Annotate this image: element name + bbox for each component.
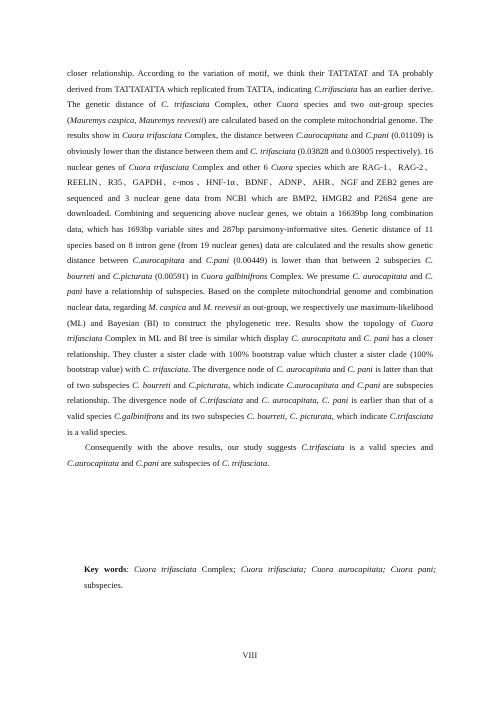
text-run: and <box>347 130 366 141</box>
text-run: is latter than that of two subspecies <box>67 364 433 390</box>
text-run: Complex, other <box>209 99 277 110</box>
abstract-body <box>67 66 433 471</box>
italic-text: C.aurocapitata <box>295 130 348 141</box>
text-run: are subspecies of <box>158 457 222 468</box>
text-run: and its two subspecies <box>163 411 247 422</box>
italic-text: Cuora trifasciata <box>134 564 197 574</box>
italic-text: C.aurocapitata <box>132 255 185 266</box>
italic-text: C.pani <box>365 130 389 141</box>
text-run: . <box>267 457 270 468</box>
italic-text: C. aurocapitata, C. pani <box>261 395 349 406</box>
italic-text: C.picturata <box>188 379 228 390</box>
italic-text: C. trifasciata <box>250 145 296 156</box>
text-run: species and two out-group species ( <box>67 99 433 125</box>
text-run: ) are calculated based on the complete mitochondrial genome. The results show in <box>67 114 433 141</box>
italic-text: Cuora <box>276 99 299 110</box>
text-run: and <box>345 333 364 344</box>
text-run: has a closer relationship. They cluster a sister clade with 100% bootstrap value which cluster a sister clade (100% bootstrap value) with <box>67 333 433 375</box>
text-run: closer relationship. According to the variation of motif, we think their TATTATAT and TA probably derived from TATTATATTA which replicated from TATTA, indicating <box>67 68 433 94</box>
text-run: is a valid species. <box>67 426 128 437</box>
text-run: is a valid species and <box>344 442 433 453</box>
italic-text: C. aurocapitata <box>276 364 331 375</box>
italic-text: M. reevesii <box>202 301 241 312</box>
page-number: VIII <box>242 651 258 660</box>
italic-text: C. bourreti <box>67 255 433 281</box>
italic-text: C.trifasciata <box>389 411 434 422</box>
text-run: , which indicate <box>227 379 287 390</box>
italic-text: Mauremys caspica, Mauremys reevesii <box>69 114 204 125</box>
italic-text: Cuora trifasciata; Cuora aurocapitata; Cuora pani; <box>240 564 436 574</box>
text-run: is earlier than that of a valid species <box>67 395 433 422</box>
text-run: and <box>186 301 203 312</box>
italic-text: C.trifasciata <box>199 395 243 406</box>
text-run: have a relationship of subspecies. Based on the complete mitochondrial genome and combination nuclear data, regarding <box>67 286 433 312</box>
italic-text: C. aurocapitata <box>352 270 408 281</box>
italic-text: Cuora galbinifrons <box>200 270 268 281</box>
italic-text: C.picturata <box>112 270 153 281</box>
text-run: and <box>184 255 206 266</box>
italic-text: C. trifasciata <box>161 99 210 110</box>
text-run: as out-group, we respectively use maximum-likelihood (ML) and Bayesian (BI) to construct the phylogenetic tree. Results show the topology of <box>67 301 433 328</box>
text-run: (0.00591) in <box>152 270 201 281</box>
italic-text: C. aurocapitata <box>291 333 346 344</box>
text-run: and <box>330 364 348 375</box>
text-run: and <box>170 379 189 390</box>
text-run: Consequently with the above results, our study suggests <box>85 442 302 453</box>
text-run: Complex in ML and BI tree is similar which display <box>102 333 292 344</box>
text-run: Complex and other 6 <box>189 161 271 172</box>
text-run: . The divergence node of <box>188 364 277 375</box>
text-run: (0.03828 and 0.03005 respectively). 16 nuclear genes of <box>67 145 434 172</box>
keywords-block <box>84 562 436 593</box>
keywords-separator: : <box>126 564 135 574</box>
text-run: subspecies. <box>84 579 123 590</box>
text-run: Complex, the distance between <box>181 130 296 141</box>
text-run: (0.00449) is lower than that between 2 subspecies <box>229 255 426 266</box>
text-run: and <box>243 395 262 406</box>
text-run: and <box>407 270 426 281</box>
italic-text: C.galbinifrons <box>114 411 164 422</box>
text-run: and <box>94 270 113 281</box>
italic-text: Cuora trifasciata <box>122 130 182 141</box>
keywords-label: Key words <box>84 564 127 574</box>
text-run: Complex. We presume <box>267 270 353 281</box>
italic-text: C.trifasciata <box>301 442 345 453</box>
italic-text: C. pani <box>363 333 390 344</box>
italic-text: C.pani <box>205 255 230 266</box>
italic-text: Cuora <box>270 161 293 172</box>
italic-text: M. caspica <box>148 301 187 312</box>
text-run: are subspecies relationship. The divergence node of <box>67 379 434 406</box>
italic-text: C. bourreti, C. picturata <box>246 411 332 422</box>
italic-text: C. trifasciata <box>221 457 268 468</box>
italic-text: C.pani <box>135 457 159 468</box>
abstract-paragraph-2 <box>67 440 433 471</box>
italic-text: C. pani <box>347 364 373 375</box>
text-run: , which indicate <box>331 411 390 422</box>
text-run: Complex; <box>196 564 241 574</box>
italic-text: C.aurocapitata and C.pani <box>286 379 381 390</box>
italic-text: Cuora trifasciata <box>128 161 190 172</box>
abstract-paragraph-1 <box>67 66 433 440</box>
text-run: species which are RAG-1、RAG-2、REELIN、R35、GAPDH、c-mos 、HNF-1α、BDNF、ADNP、AHR、NGF and ZEB2 genes are sequenced and 3 nuclear gene data from NCBI which are BMP2, HMGB2 and P26S4 gene are downloaded. Combining and sequencing above nuclear genes, we obtain a 16639bp long combination data, which has 1693bp variable sites and 287bp parsimony-informative sites. Genetic distance of 11 species based on 8 intron gene (from 19 nuclear genes) data are calculated and the results show genetic distance between <box>67 161 433 266</box>
italic-text: C. pani <box>67 270 433 297</box>
italic-text: C.aurocapitata <box>67 457 119 468</box>
keywords-text <box>84 564 436 590</box>
text-run: (0.01109) is obviously lower than the distance between them and <box>67 130 433 156</box>
italic-text: C.trifasciata <box>314 83 358 94</box>
italic-text: C. trifasciata <box>142 364 189 375</box>
text-run: has an earlier derive. The genetic distance of <box>67 83 433 110</box>
italic-text: C. bourreti <box>132 379 171 390</box>
italic-text: Cuora trifasciata <box>67 317 433 344</box>
text-run: and <box>118 457 136 468</box>
